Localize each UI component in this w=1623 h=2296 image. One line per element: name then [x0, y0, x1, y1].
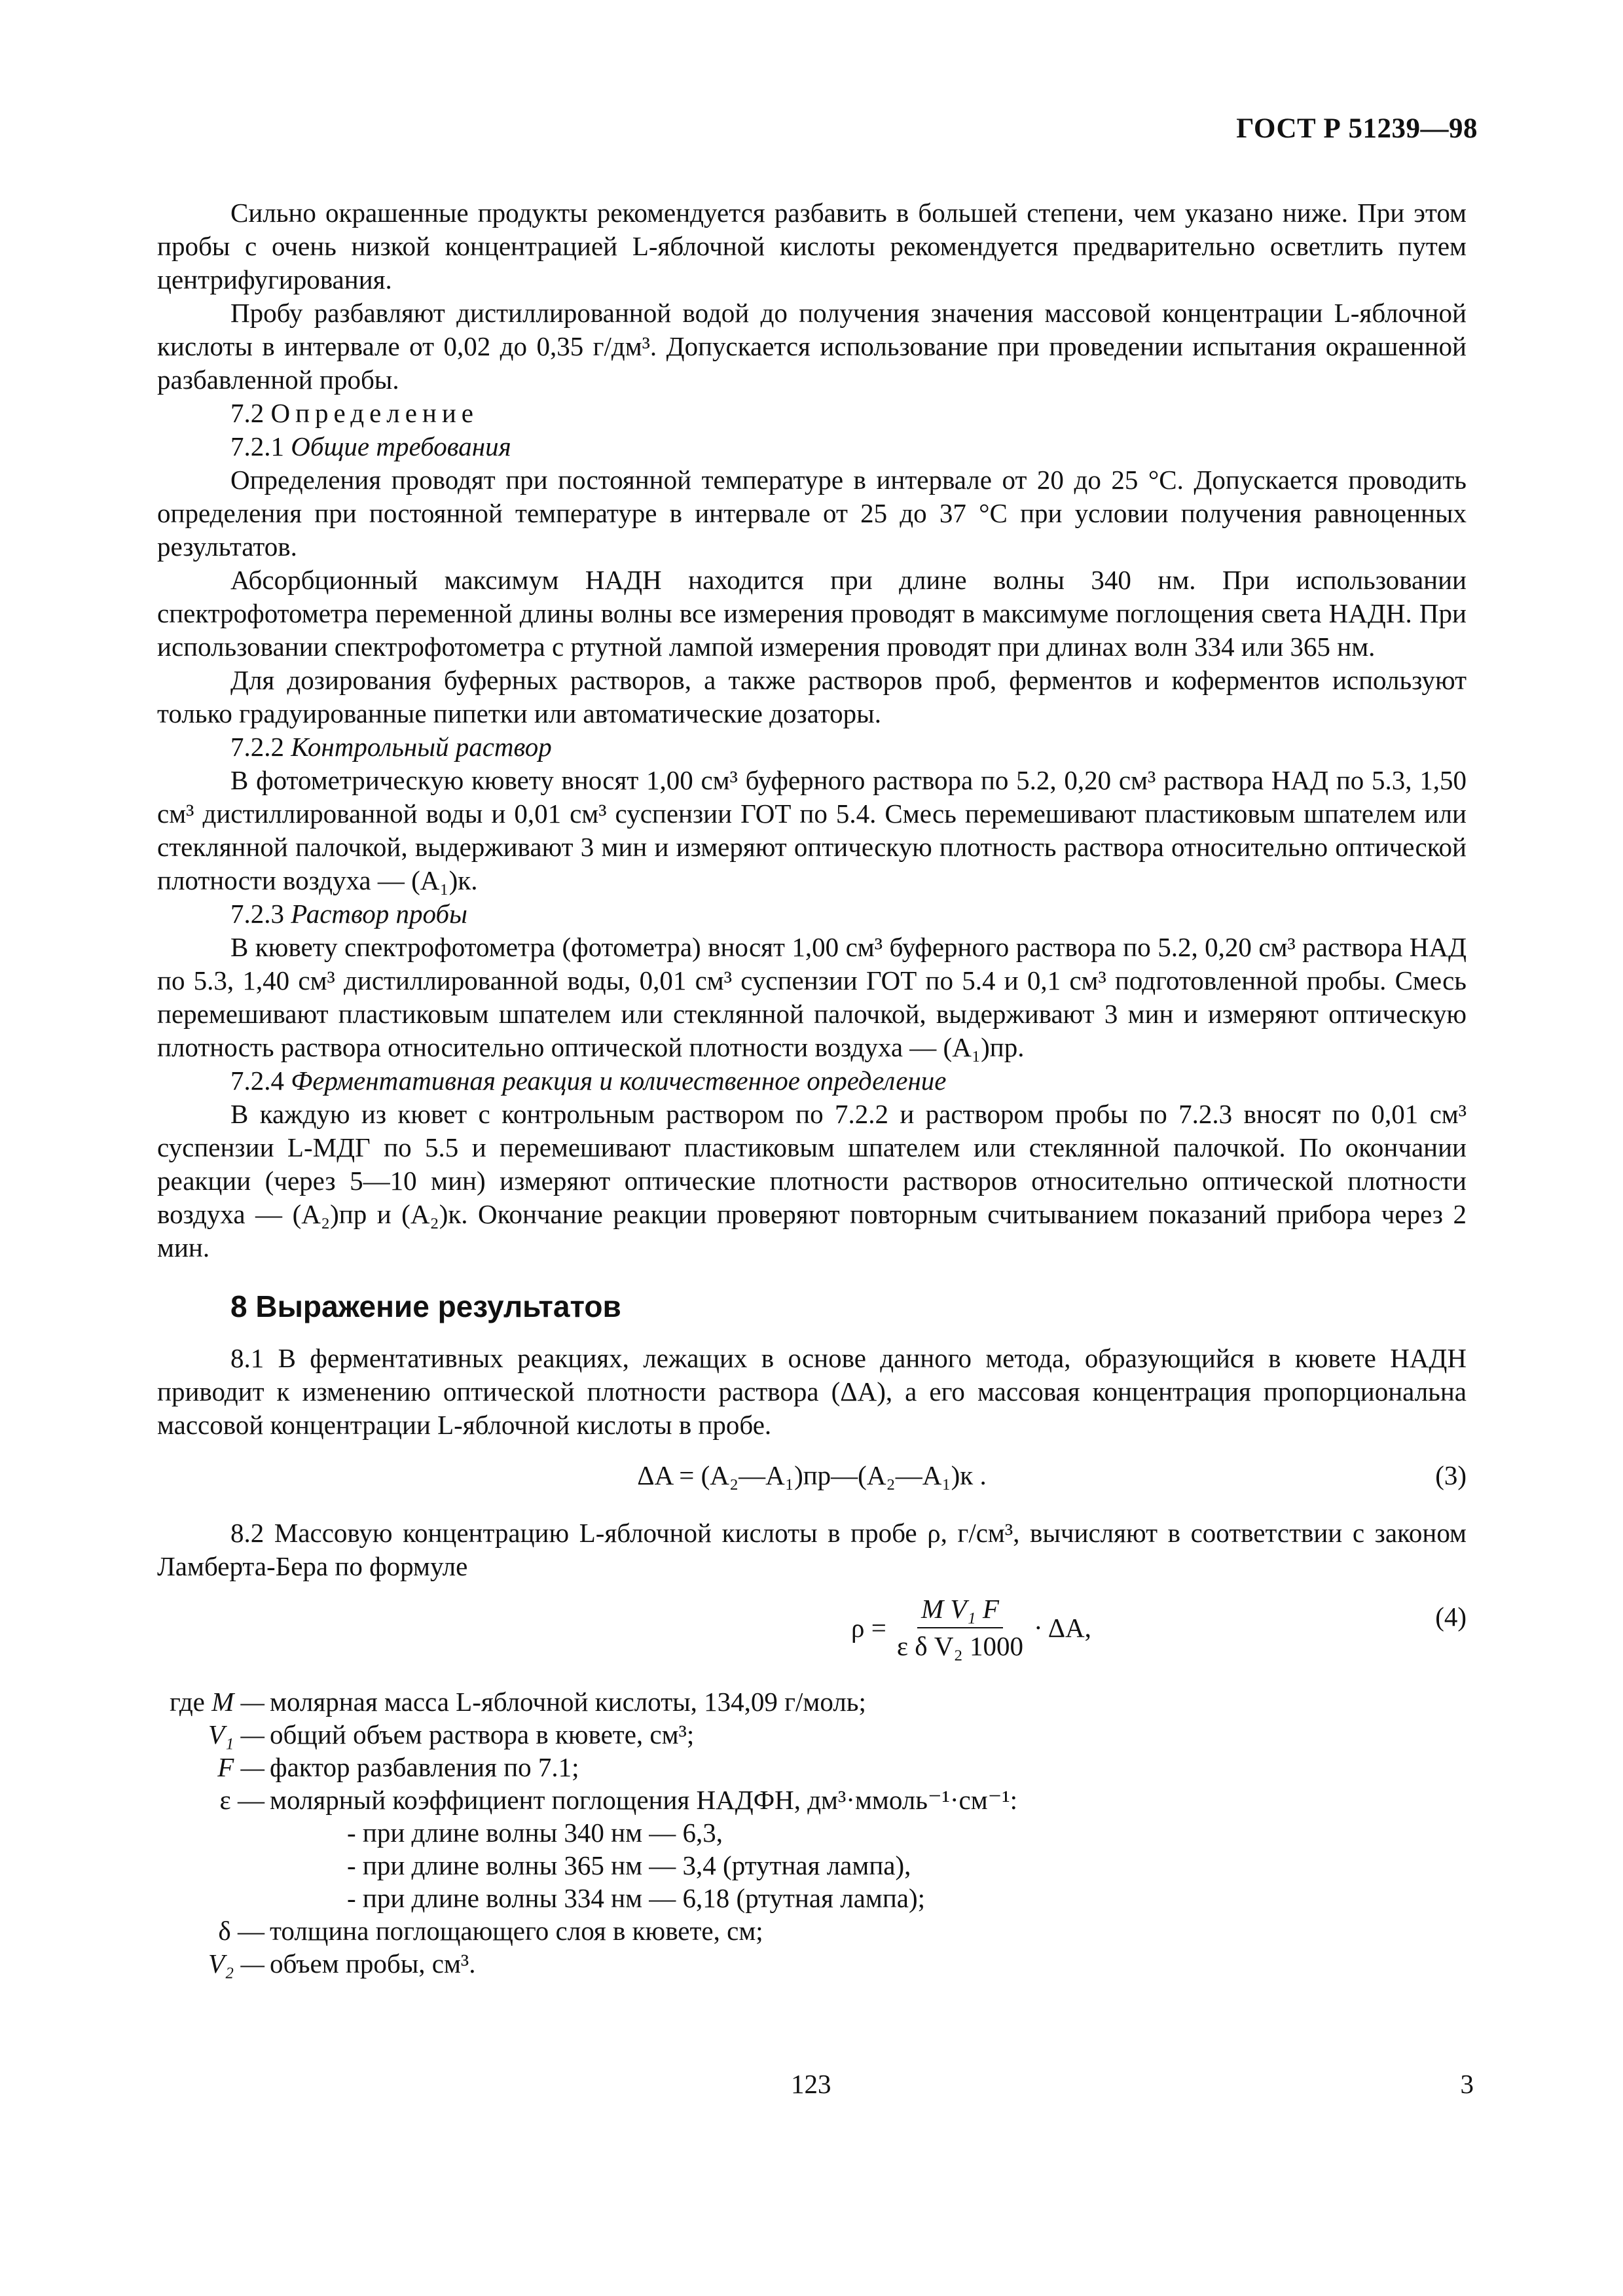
- legend-symbol: V₂ —: [208, 1948, 264, 1979]
- subsection-heading-7-2: [157, 397, 1467, 430]
- legend-symbol-text: M —: [211, 1687, 264, 1717]
- subsection-number: 7.2.3: [230, 899, 284, 929]
- legend-item: [157, 1751, 1467, 1784]
- subsection-heading-7-2-1: [157, 430, 1467, 463]
- fraction-denominator: ε δ V₂ 1000: [896, 1631, 1024, 1661]
- legend-text: фактор разбавления по 7.1;: [270, 1752, 579, 1782]
- paragraph: 8.2 Массовую концентрацию L-яблочной кислоты в пробе ρ, г/см³, вычисляют в соответствии с законом Ламберта-Бера по формуле: [157, 1518, 1467, 1581]
- page-number-right: 3: [1460, 2069, 1474, 2099]
- legend-text: молярный коэффициент поглощения НАДФН, дм³·ммоль⁻¹·см⁻¹:: [270, 1785, 1018, 1815]
- legend-text: толщина поглощающего слоя в кювете, см;: [270, 1916, 763, 1946]
- formula-expression: ΔA = (A₂—A₁)пр—(A₂—A₁)к .: [637, 1460, 987, 1490]
- paragraph: Сильно окрашенные продукты рекомендуется разбавить в большей степени, чем указано ниже. При этом пробы с очень низкой концентрацией L-яблочной кислоты рекомендуется предварительно осветлить путем центрифугирования.: [157, 198, 1467, 295]
- legend-item: [157, 1685, 1467, 1718]
- paragraph: В кювету спектрофотометра (фотометра) вносят 1,00 см³ буферного раствора по 5.2, 0,20 см³ раствора НАД по 5.3, 1,40 см³ дистиллированной воды, 0,01 см³ суспензии ГОТ по 5.4 и 0,1 см³ подготовленной пробы. Смесь перемешивают пластиковым шпателем или стеклянной палочкой, выдерживают 3 мин и измеряют оптическую плотность раствора относительно оптической плотности воздуха — (A₁)пр.: [157, 932, 1467, 1062]
- paragraph: Пробу разбавляют дистиллированной водой до получения значения массовой концентрации L-яблочной кислоты в интервале от 0,02 до 0,35 г/дм³. Допускается использование при проведении испытания окрашенной разбавленной пробы.: [157, 298, 1467, 395]
- fraction-numerator: M V₁ F: [917, 1592, 1003, 1628]
- fraction-box: [893, 1592, 1027, 1663]
- legend-subitem: - при длине волны 365 нм — 3,4 (ртутная лампа),: [347, 1850, 911, 1880]
- legend-item: [157, 1947, 1467, 1980]
- legend-item: [157, 1784, 1467, 1816]
- subsection-number: 7.2.4: [230, 1066, 284, 1096]
- legend-item: [157, 1914, 1467, 1947]
- paragraph: 8.1 В ферментативных реакциях, лежащих в основе данного метода, образующийся в кювете НАДН приводит к изменению оптической плотности раствора (ΔA), а его массовая концентрация пропорциональна массовой концентрации L-яблочной кислоты в пробе.: [157, 1343, 1467, 1440]
- subsection-number: 7.2.2: [230, 732, 284, 762]
- legend-symbol: F —: [217, 1752, 264, 1782]
- document-code: ГОСТ Р 51239—98: [1236, 113, 1478, 144]
- document-body: [157, 196, 1467, 1980]
- legend-symbol: [157, 1685, 270, 1718]
- formula-number: (4): [1435, 1602, 1467, 1632]
- formula-lhs: ρ =: [851, 1612, 886, 1643]
- legend-item: [157, 1718, 1467, 1751]
- formula-number: (3): [1435, 1460, 1467, 1490]
- formula-fraction: [851, 1592, 1091, 1663]
- symbol-legend: [157, 1685, 1467, 1980]
- subsection-title: Ферментативная реакция и количественное определение: [291, 1066, 947, 1096]
- formula-4: [157, 1587, 1467, 1679]
- section-heading-8: 8 Выражение результатов: [230, 1289, 621, 1323]
- paragraph: В каждую из кювет с контрольным раствором по 7.2.2 и раствором пробы по 7.2.3 вносят по 0,01 см³ суспензии L-МДГ по 5.5 и перемешивают пластиковым шпателем или стеклянной палочкой. По окончании реакции (через 5—10 мин) измеряют оптические плотности растворов относительно оптической плотности воздуха — (A₂)пр и (A₂)к. Окончание реакции проверяют повторным считыванием показаний прибора через 2 мин.: [157, 1099, 1467, 1263]
- legend-text: объем пробы, см³.: [270, 1948, 476, 1979]
- legend-subitem: - при длине волны 340 нм — 6,3,: [347, 1818, 723, 1848]
- paragraph: Определения проводят при постоянной температуре в интервале от 20 до 25 °С. Допускается проводить определения при постоянной температуре в интервале от 25 до 37 °С при условии получения равноценных результатов.: [157, 465, 1467, 562]
- paragraph: Для дозирования буферных растворов, а также растворов проб, ферментов и коферментов используют только градуированные пипетки или автоматические дозаторы.: [157, 665, 1467, 728]
- subsection-title: Определение: [270, 398, 479, 428]
- formula-3: [157, 1454, 1467, 1502]
- legend-symbol: V₁ —: [208, 1719, 264, 1749]
- legend-text: общий объем раствора в кювете, см³;: [270, 1719, 695, 1749]
- paragraph: Абсорбционный максимум НАДН находится при длине волны 340 нм. При использовании спектрофотометра переменной длины волны все измерения проводят в максимуме поглощения света НАДН. При использовании спектрофотометра с ртутной лампой измерения проводят при длинах волн 334 или 365 нм.: [157, 565, 1467, 662]
- legend-text: молярная масса L-яблочной кислоты, 134,09 г/моль;: [270, 1687, 866, 1717]
- paragraph: В фотометрическую кювету вносят 1,00 см³ буферного раствора по 5.2, 0,20 см³ раствора НАД по 5.3, 1,50 см³ дистиллированной воды и 0,01 см³ суспензии ГОТ по 5.4. Смесь перемешивают пластиковым шпателем или стеклянной палочкой, выдерживают 3 мин и измеряют оптическую плотность раствора относительно оптической плотности воздуха — (A₁)к.: [157, 765, 1467, 895]
- legend-symbol: δ —: [218, 1916, 264, 1946]
- subsection-heading-7-2-3: [157, 897, 1467, 931]
- legend-where: где: [170, 1687, 205, 1717]
- subsection-number: 7.2.1: [230, 431, 284, 461]
- subsection-number: 7.2: [230, 398, 264, 428]
- formula-rhs: · ΔA,: [1034, 1612, 1091, 1643]
- legend-symbol: ε —: [219, 1785, 264, 1815]
- subsection-title: Общие требования: [291, 431, 511, 461]
- page-number-center: 123: [791, 2069, 831, 2099]
- subsection-heading-7-2-4: [157, 1064, 1467, 1098]
- subsection-heading-7-2-2: [157, 730, 1467, 764]
- legend-subitem: - при длине волны 334 нм — 6,18 (ртутная лампа);: [347, 1883, 926, 1913]
- subsection-title: Раствор пробы: [291, 899, 467, 929]
- subsection-title: Контрольный раствор: [291, 732, 552, 762]
